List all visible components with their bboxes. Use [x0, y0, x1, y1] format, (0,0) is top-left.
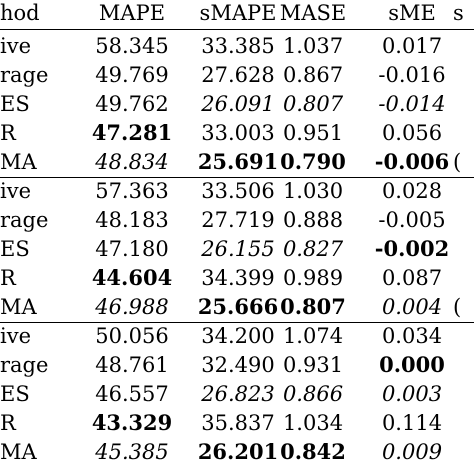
mape-cell: 43.329	[91, 410, 173, 435]
extra-cell: (	[453, 295, 462, 319]
mape-cell: 46.557	[95, 382, 169, 406]
method-cell: rage	[0, 63, 49, 87]
sme-cell: 0.114	[381, 411, 443, 435]
sme-cell: -0.016	[378, 63, 446, 87]
block-separator-rule	[0, 322, 474, 323]
table-header	[0, 0, 474, 26]
header-mape: MAPE	[98, 1, 166, 25]
mase-cell: 0.827	[282, 237, 344, 261]
method-cell: ES	[0, 237, 30, 261]
method-cell: rage	[0, 353, 49, 377]
table-row	[0, 265, 474, 291]
header-rule	[0, 29, 474, 30]
sme-cell: 0.000	[379, 352, 445, 377]
smape-cell: 33.003	[201, 121, 275, 145]
header-sme: sME	[388, 1, 436, 25]
method-cell: MA	[0, 295, 37, 319]
smape-cell: 27.628	[201, 63, 275, 87]
smape-cell: 34.200	[201, 324, 275, 348]
smape-cell: 33.506	[201, 179, 275, 203]
mape-cell: 48.761	[95, 353, 169, 377]
sme-cell: 0.009	[381, 440, 443, 464]
table-row	[0, 352, 474, 378]
mape-cell: 47.281	[91, 120, 173, 145]
method-cell: rage	[0, 208, 49, 232]
table-row	[0, 236, 474, 262]
smape-cell: 35.837	[201, 411, 275, 435]
mase-cell: 0.842	[280, 439, 346, 464]
method-cell: ES	[0, 382, 30, 406]
header-extra: s	[453, 1, 464, 25]
mase-cell: 1.030	[282, 179, 344, 203]
mase-cell: 0.951	[282, 121, 344, 145]
sme-cell: 0.087	[381, 266, 443, 290]
mape-cell: 49.769	[95, 63, 169, 87]
sme-cell: 0.028	[381, 179, 443, 203]
mase-cell: 0.866	[282, 382, 344, 406]
header-mase: MASE	[279, 1, 347, 25]
mase-cell: 0.807	[282, 92, 344, 116]
mase-cell: 0.807	[280, 294, 346, 319]
mase-cell: 0.989	[282, 266, 344, 290]
extra-cell: (	[453, 150, 462, 174]
table-row	[0, 410, 474, 436]
mape-cell: 48.183	[95, 208, 169, 232]
header-method: hod	[0, 1, 40, 25]
mape-cell: 45.385	[95, 440, 169, 464]
method-cell: R	[0, 121, 16, 145]
smape-cell: 32.490	[201, 353, 275, 377]
mase-cell: 1.037	[282, 34, 344, 58]
mape-cell: 57.363	[95, 179, 169, 203]
table-row	[0, 178, 474, 204]
sme-cell: -0.005	[378, 208, 446, 232]
sme-cell: 0.004	[381, 295, 443, 319]
mape-cell: 44.604	[91, 265, 173, 290]
table-row	[0, 323, 474, 349]
method-cell: ive	[0, 324, 32, 348]
table-row	[0, 294, 474, 320]
sme-cell: 0.034	[381, 324, 443, 348]
sme-cell: -0.014	[378, 92, 446, 116]
smape-cell: 25.691	[197, 149, 279, 174]
mase-cell: 1.034	[282, 411, 344, 435]
method-cell: MA	[0, 440, 37, 464]
method-cell: ES	[0, 92, 30, 116]
mase-cell: 0.867	[282, 63, 344, 87]
table-row	[0, 33, 474, 59]
method-cell: ive	[0, 34, 32, 58]
method-cell: MA	[0, 150, 37, 174]
table-row	[0, 91, 474, 117]
table-row	[0, 381, 474, 407]
mape-cell: 48.834	[95, 150, 169, 174]
method-cell: ive	[0, 179, 32, 203]
mape-cell: 49.762	[95, 92, 169, 116]
block-separator-rule	[0, 177, 474, 178]
header-smape: sMAPE	[199, 1, 277, 25]
mase-cell: 0.790	[280, 149, 346, 174]
smape-cell: 34.399	[201, 266, 275, 290]
mape-cell: 58.345	[95, 34, 169, 58]
sme-cell: 0.017	[381, 34, 443, 58]
sme-cell: -0.006	[374, 149, 450, 174]
smape-cell: 25.666	[197, 294, 279, 319]
mape-cell: 50.056	[95, 324, 169, 348]
smape-cell: 26.201	[197, 439, 279, 464]
smape-cell: 26.091	[201, 92, 275, 116]
mase-cell: 0.888	[282, 208, 344, 232]
method-cell: R	[0, 266, 16, 290]
table-row	[0, 207, 474, 233]
smape-cell: 26.155	[201, 237, 275, 261]
sme-cell: 0.056	[381, 121, 443, 145]
mase-cell: 0.931	[282, 353, 344, 377]
mape-cell: 47.180	[95, 237, 169, 261]
table-row	[0, 439, 474, 465]
mase-cell: 1.074	[282, 324, 344, 348]
method-cell: R	[0, 411, 16, 435]
table-row	[0, 120, 474, 146]
smape-cell: 27.719	[201, 208, 275, 232]
mape-cell: 46.988	[95, 295, 169, 319]
table-row	[0, 149, 474, 175]
sme-cell: -0.002	[374, 236, 450, 261]
sme-cell: 0.003	[381, 382, 443, 406]
table-row	[0, 62, 474, 88]
smape-cell: 33.385	[201, 34, 275, 58]
smape-cell: 26.823	[201, 382, 275, 406]
